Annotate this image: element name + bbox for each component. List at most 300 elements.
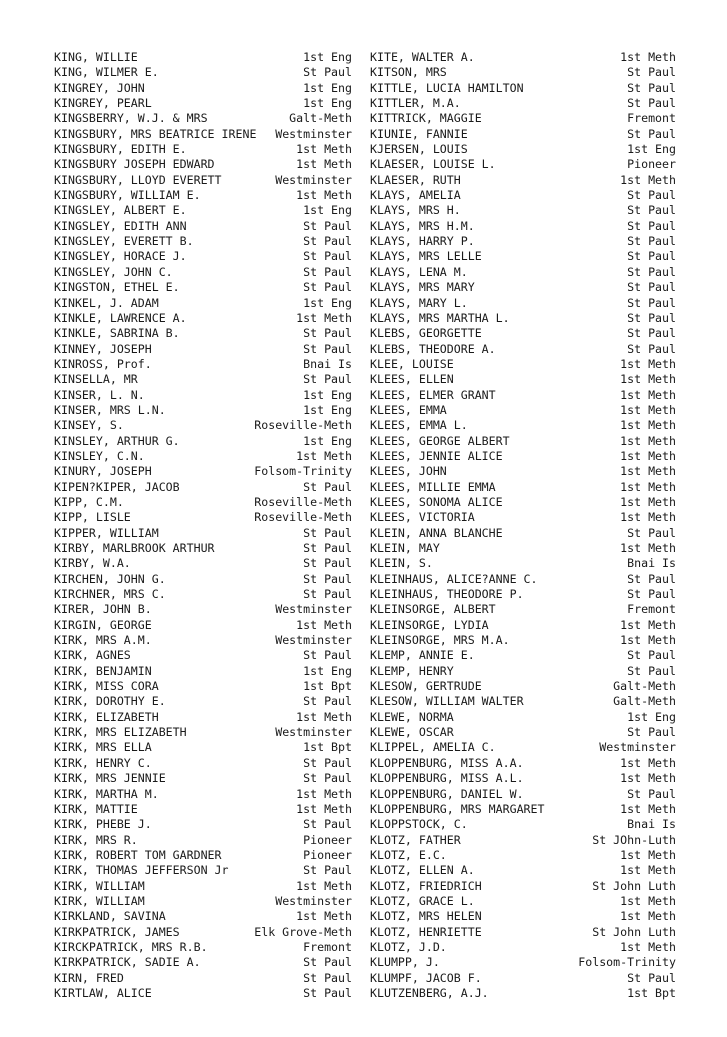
entry-church: Folsom-Trinity xyxy=(254,464,352,479)
directory-entry xyxy=(54,833,352,848)
entry-church: 1st Meth xyxy=(296,709,352,724)
directory-entry xyxy=(54,894,352,909)
directory-entry xyxy=(370,219,676,234)
entry-name: KIRKLAND, SAVINA xyxy=(54,909,166,924)
entry-name: KIPPER, WILLIAM xyxy=(54,525,159,540)
directory-entry xyxy=(54,694,352,709)
entry-church: St Paul xyxy=(303,556,352,571)
entry-name: KINKLE, LAWRENCE A. xyxy=(54,310,187,325)
entry-church: Westminster xyxy=(275,126,352,141)
entry-church: 1st Meth xyxy=(620,172,676,187)
entry-church: St Paul xyxy=(303,955,352,970)
directory-entry xyxy=(370,802,676,817)
directory-entry xyxy=(370,280,676,295)
entry-church: St Paul xyxy=(303,249,352,264)
entry-church: 1st Meth xyxy=(620,755,676,770)
directory-entry xyxy=(370,526,676,541)
directory-entry xyxy=(370,495,676,510)
directory-entry xyxy=(370,894,676,909)
entry-church: Elk Grove-Meth xyxy=(254,924,352,939)
directory-entry xyxy=(370,296,676,311)
entry-name: KLAESER, LOUISE L. xyxy=(370,157,496,172)
entry-name: KINSLEY, C.N. xyxy=(54,448,145,463)
directory-entry xyxy=(54,679,352,694)
entry-church: Roseville-Meth xyxy=(254,494,352,509)
entry-church: 1st Eng xyxy=(303,295,352,310)
entry-name: KINSER, L. N. xyxy=(54,387,145,402)
entry-name: KIRK, MISS CORA xyxy=(54,679,159,694)
entry-name: KLEBS, THEODORE A. xyxy=(370,341,496,356)
entry-church: St Paul xyxy=(627,310,676,325)
directory-entry xyxy=(54,434,352,449)
entry-name: KIRBY, W.A. xyxy=(54,556,131,571)
entry-church: St Paul xyxy=(303,326,352,341)
directory-entry xyxy=(54,296,352,311)
entry-church: St Paul xyxy=(303,280,352,295)
directory-entry xyxy=(370,618,676,633)
entry-church: Westminster xyxy=(599,740,676,755)
entry-church: St Paul xyxy=(627,218,676,233)
entry-church: 1st Meth xyxy=(620,633,676,648)
entry-church: 1st Meth xyxy=(296,142,352,157)
entry-name: KIPP, C.M. xyxy=(54,494,124,509)
entry-name: KIRK, DOROTHY E. xyxy=(54,694,166,709)
directory-entry xyxy=(54,50,352,65)
entry-church: 1st Meth xyxy=(620,387,676,402)
entry-church: Bnai Is xyxy=(627,817,676,832)
directory-entry xyxy=(370,771,676,786)
entry-name: KLEIN, S. xyxy=(370,556,433,571)
entry-name: KLEES, ELMER GRANT xyxy=(370,387,496,402)
directory-entry xyxy=(54,449,352,464)
entry-church: Fremont xyxy=(627,602,676,617)
directory-entry xyxy=(54,265,352,280)
entry-name: KINGSBURY JOSEPH EDWARD xyxy=(54,157,215,172)
directory-entry xyxy=(54,326,352,341)
entry-name: KIRK, THOMAS JEFFERSON Jr xyxy=(54,863,229,878)
directory-entry xyxy=(370,449,676,464)
entry-name: KLOTZ, MRS HELEN xyxy=(370,909,482,924)
directory-entry xyxy=(54,925,352,940)
entry-name: KLAYS, MARY L. xyxy=(370,295,468,310)
directory-entry xyxy=(370,173,676,188)
entry-name: KLOTZ, HENRIETTE xyxy=(370,924,482,939)
entry-church: 1st Meth xyxy=(620,541,676,555)
entry-name: KIRK, WILLIAM xyxy=(54,893,145,908)
entry-church: 1st Meth xyxy=(620,479,676,494)
directory-entry xyxy=(54,879,352,894)
directory-entry xyxy=(370,556,676,571)
directory-entry xyxy=(54,495,352,510)
entry-church: St Paul xyxy=(303,970,352,985)
directory-entry xyxy=(370,971,676,986)
entry-church: St Paul xyxy=(303,755,352,770)
entry-name: KIRBY, MARLBROOK ARTHUR xyxy=(54,541,215,555)
entry-church: St Paul xyxy=(627,264,676,279)
directory-entry xyxy=(370,111,676,126)
entry-church: Fremont xyxy=(627,111,676,126)
directory-entry xyxy=(370,710,676,725)
entry-name: KLESOW, GERTRUDE xyxy=(370,679,482,694)
entry-church: Westminster xyxy=(275,893,352,908)
entry-name: KIRK, MRS A.M. xyxy=(54,633,152,648)
entry-church: Galt-Meth xyxy=(613,694,676,709)
directory-entry xyxy=(370,480,676,495)
directory-entry xyxy=(54,771,352,786)
entry-name: KINGSLEY, HORACE J. xyxy=(54,249,187,264)
entry-name: KINGSLEY, ALBERT E. xyxy=(54,203,187,218)
entry-church: St Paul xyxy=(303,985,352,1000)
entry-church: St Paul xyxy=(627,126,676,141)
entry-name: KIPEN?KIPER, JACOB xyxy=(54,479,180,494)
directory-entry xyxy=(54,157,352,172)
directory-entry xyxy=(370,587,676,602)
directory-entry xyxy=(370,434,676,449)
entry-name: KLOPPENBURG, DANIEL W. xyxy=(370,786,524,801)
entry-name: KLEINHAUS, THEODORE P. xyxy=(370,587,524,602)
entry-church: St Paul xyxy=(303,648,352,663)
directory-entry xyxy=(370,464,676,479)
entry-church: 1st Eng xyxy=(303,663,352,678)
entry-church: 1st Eng xyxy=(627,709,676,724)
entry-name: KINGSLEY, EVERETT B. xyxy=(54,234,194,249)
entry-name: KLAYS, HARRY P. xyxy=(370,234,475,249)
entry-church: St Paul xyxy=(303,234,352,249)
entry-name: KLEIN, ANNA BLANCHE xyxy=(370,525,503,540)
entry-church: 1st Meth xyxy=(296,617,352,632)
directory-entry xyxy=(370,65,676,80)
entry-church: 1st Meth xyxy=(296,188,352,203)
entry-church: St Paul xyxy=(627,295,676,310)
directory-entry xyxy=(370,664,676,679)
entry-church: 1st Meth xyxy=(620,418,676,433)
directory-entry xyxy=(54,188,352,203)
entry-church: 1st Meth xyxy=(620,448,676,463)
entry-name: KIRCHEN, JOHN G. xyxy=(54,571,166,586)
directory-entry xyxy=(370,311,676,326)
entry-name: KINGSTON, ETHEL E. xyxy=(54,280,180,295)
directory-entry xyxy=(370,326,676,341)
entry-name: KIRK, AGNES xyxy=(54,648,131,663)
entry-church: 1st Meth xyxy=(620,771,676,786)
directory-entry xyxy=(54,848,352,863)
entry-name: KINGREY, JOHN xyxy=(54,80,145,95)
directory-entry xyxy=(54,403,352,418)
entry-name: KLEES, MILLIE EMMA xyxy=(370,479,496,494)
entry-church: 1st Meth xyxy=(620,893,676,908)
entry-name: KLEES, EMMA L. xyxy=(370,418,468,433)
entry-church: St Paul xyxy=(627,80,676,95)
entry-church: 1st Meth xyxy=(296,786,352,801)
entry-name: KLEWE, OSCAR xyxy=(370,725,454,740)
directory-entry xyxy=(370,572,676,587)
entry-church: Pioneer xyxy=(627,157,676,172)
entry-church: Pioneer xyxy=(303,847,352,862)
entry-name: KLOTZ, ELLEN A. xyxy=(370,863,475,878)
entry-church: St John Luth xyxy=(592,878,676,893)
directory-entry xyxy=(54,127,352,142)
entry-church: St Paul xyxy=(627,188,676,203)
entry-church: St Paul xyxy=(627,663,676,678)
directory-entry xyxy=(370,633,676,648)
directory-entry xyxy=(370,388,676,403)
directory-entry xyxy=(370,127,676,142)
directory-entry xyxy=(54,418,352,433)
directory-entry xyxy=(370,357,676,372)
directory-entry xyxy=(54,556,352,571)
directory-entry xyxy=(370,694,676,709)
entry-name: KLAYS, MRS H. xyxy=(370,203,461,218)
directory-entry xyxy=(370,955,676,970)
entry-name: KIRGIN, GEORGE xyxy=(54,617,152,632)
directory-entry xyxy=(54,648,352,663)
entry-name: KINGSBURY, EDITH E. xyxy=(54,142,187,157)
entry-church: 1st Eng xyxy=(303,402,352,417)
entry-church: 1st Eng xyxy=(627,142,676,157)
entry-name: KLEWE, NORMA xyxy=(370,709,454,724)
entry-church: 1st Meth xyxy=(296,310,352,325)
directory-entry xyxy=(54,526,352,541)
directory-entry xyxy=(370,909,676,924)
directory-entry xyxy=(54,633,352,648)
directory-entry xyxy=(370,142,676,157)
directory-entry xyxy=(370,863,676,878)
directory-entry xyxy=(370,510,676,525)
entry-church: St Paul xyxy=(627,725,676,740)
right-column xyxy=(370,50,676,1001)
directory-entry xyxy=(54,357,352,372)
directory-entry xyxy=(54,65,352,80)
entry-name: KINSER, MRS L.N. xyxy=(54,402,166,417)
directory-entry xyxy=(54,142,352,157)
directory-entry xyxy=(54,541,352,556)
directory-entry xyxy=(370,96,676,111)
directory-entry xyxy=(370,648,676,663)
entry-church: 1st Eng xyxy=(303,387,352,402)
entry-church: Roseville-Meth xyxy=(254,510,352,525)
entry-name: KITTLER, M.A. xyxy=(370,96,461,111)
directory-entry xyxy=(54,940,352,955)
directory-entry xyxy=(370,403,676,418)
directory-entry xyxy=(370,740,676,755)
entry-church: 1st Eng xyxy=(303,96,352,111)
entry-name: KLAESER, RUTH xyxy=(370,172,461,187)
entry-church: 1st Meth xyxy=(620,356,676,371)
directory-entry xyxy=(54,787,352,802)
directory-entry xyxy=(370,679,676,694)
entry-church: St Paul xyxy=(303,817,352,832)
directory-entry xyxy=(370,265,676,280)
entry-name: KLEES, SONOMA ALICE xyxy=(370,494,503,509)
entry-church: 1st Meth xyxy=(620,617,676,632)
entry-name: KLEMP, HENRY xyxy=(370,663,454,678)
directory-entry xyxy=(54,587,352,602)
entry-church: 1st Meth xyxy=(620,433,676,448)
entry-name: KLAYS, MRS H.M. xyxy=(370,218,475,233)
entry-name: KIRK, PHEBE J. xyxy=(54,817,152,832)
entry-church: 1st Meth xyxy=(620,464,676,479)
entry-church: 1st Meth xyxy=(620,402,676,417)
entry-church: St Paul xyxy=(627,648,676,663)
entry-name: KLEBS, GEORGETTE xyxy=(370,326,482,341)
entry-name: KINROSS, Prof. xyxy=(54,356,152,371)
entry-church: St Paul xyxy=(627,786,676,801)
entry-church: St Paul xyxy=(627,234,676,249)
entry-church: St Paul xyxy=(627,249,676,264)
directory-entry xyxy=(370,342,676,357)
entry-church: Westminster xyxy=(275,602,352,617)
entry-name: KIRK, MRS ELLA xyxy=(54,740,152,755)
directory-entry xyxy=(54,817,352,832)
entry-church: 1st Eng xyxy=(303,203,352,218)
entry-name: KLAYS, MRS MARTHA L. xyxy=(370,310,510,325)
entry-church: 1st Meth xyxy=(620,847,676,862)
entry-church: 1st Meth xyxy=(620,909,676,924)
entry-name: KLOTZ, GRACE L. xyxy=(370,893,475,908)
entry-church: St Paul xyxy=(627,571,676,586)
entry-name: KIRK, MATTIE xyxy=(54,801,138,816)
entry-name: KINGSLEY, EDITH ANN xyxy=(54,218,187,233)
entry-church: St Paul xyxy=(627,280,676,295)
entry-church: Bnai Is xyxy=(303,356,352,371)
entry-church: Fremont xyxy=(303,939,352,954)
directory-entry xyxy=(370,157,676,172)
directory-entry xyxy=(54,986,352,1001)
directory-entry xyxy=(370,81,676,96)
entry-name: KINSLEY, ARTHUR G. xyxy=(54,433,180,448)
directory-entry xyxy=(370,787,676,802)
directory-entry xyxy=(54,234,352,249)
directory-entry xyxy=(54,480,352,495)
entry-name: KLEINSORGE, ALBERT xyxy=(370,602,496,617)
entry-name: KLEINSORGE, LYDIA xyxy=(370,617,489,632)
directory-entry xyxy=(54,802,352,817)
entry-name: KINNEY, JOSEPH xyxy=(54,341,152,356)
entry-name: KLAYS, LENA M. xyxy=(370,264,468,279)
directory-entry xyxy=(54,510,352,525)
directory-entry xyxy=(54,863,352,878)
entry-church: 1st Bpt xyxy=(303,679,352,694)
entry-name: KLEINSORGE, MRS M.A. xyxy=(370,633,510,648)
directory-entry xyxy=(370,940,676,955)
entry-church: 1st Meth xyxy=(620,372,676,387)
entry-name: KLOPPENBURG, MISS A.A. xyxy=(370,755,524,770)
directory-entry xyxy=(370,418,676,433)
entry-church: St Paul xyxy=(303,65,352,80)
entry-church: 1st Meth xyxy=(620,801,676,816)
entry-name: KINGSBURY, LLOYD EVERETT xyxy=(54,172,222,187)
entry-church: St Paul xyxy=(303,525,352,540)
directory-entry xyxy=(370,372,676,387)
entry-name: KINGSLEY, JOHN C. xyxy=(54,264,173,279)
entry-name: KINSEY, S. xyxy=(54,418,124,433)
entry-church: 1st Meth xyxy=(620,863,676,878)
entry-name: KLAYS, MRS LELLE xyxy=(370,249,482,264)
entry-church: St Paul xyxy=(627,587,676,602)
entry-church: St Paul xyxy=(627,203,676,218)
entry-church: Pioneer xyxy=(303,832,352,847)
left-column xyxy=(54,50,352,1001)
entry-name: KLESOW, WILLIAM WALTER xyxy=(370,694,524,709)
entry-name: KLEMP, ANNIE E. xyxy=(370,648,475,663)
entry-church: St Paul xyxy=(627,96,676,111)
entry-name: KLOTZ, FATHER xyxy=(370,832,461,847)
entry-name: KLEINHAUS, ALICE?ANNE C. xyxy=(370,571,538,586)
entry-church: St Paul xyxy=(303,571,352,586)
directory-entry xyxy=(54,464,352,479)
entry-church: 1st Meth xyxy=(296,878,352,893)
directory-entry xyxy=(54,173,352,188)
entry-name: KIRKPATRICK, JAMES xyxy=(54,924,180,939)
entry-name: KLEES, GEORGE ALBERT xyxy=(370,433,510,448)
entry-name: KIRK, MRS ELIZABETH xyxy=(54,725,187,740)
entry-name: KINKEL, J. ADAM xyxy=(54,295,159,310)
directory-entry xyxy=(370,925,676,940)
directory-entry xyxy=(54,664,352,679)
entry-name: KING, WILMER E. xyxy=(54,65,159,80)
directory-entry xyxy=(54,111,352,126)
directory-entry xyxy=(370,756,676,771)
entry-name: KITTRICK, MAGGIE xyxy=(370,111,482,126)
entry-name: KINKLE, SABRINA B. xyxy=(54,326,180,341)
entry-church: Galt-Meth xyxy=(289,111,352,126)
directory-entry xyxy=(54,388,352,403)
entry-name: KING, WILLIE xyxy=(54,50,138,64)
directory-entry xyxy=(54,710,352,725)
directory-entry xyxy=(54,725,352,740)
entry-church: Galt-Meth xyxy=(613,679,676,694)
directory-entry xyxy=(370,848,676,863)
directory-entry xyxy=(370,203,676,218)
entry-church: St John Luth xyxy=(592,924,676,939)
entry-church: St Paul xyxy=(303,218,352,233)
entry-church: Westminster xyxy=(275,633,352,648)
entry-church: 1st Eng xyxy=(303,433,352,448)
directory-entry xyxy=(370,602,676,617)
entry-name: KINGSBURY, MRS BEATRICE IRENE xyxy=(54,126,257,141)
entry-church: St Paul xyxy=(303,863,352,878)
entry-name: KLEE, LOUISE xyxy=(370,356,454,371)
entry-church: 1st Meth xyxy=(620,50,676,64)
entry-name: KITE, WALTER A. xyxy=(370,50,475,64)
entry-church: St Paul xyxy=(303,479,352,494)
entry-name: KIRK, MARTHA M. xyxy=(54,786,159,801)
entry-name: KLEIN, MAY xyxy=(370,541,440,555)
entry-name: KINSELLA, MR xyxy=(54,372,138,387)
directory-entry xyxy=(54,602,352,617)
directory-entry xyxy=(54,372,352,387)
directory-entry xyxy=(370,188,676,203)
entry-church: 1st Meth xyxy=(296,157,352,172)
entry-church: St Paul xyxy=(303,587,352,602)
entry-church: Bnai Is xyxy=(627,556,676,571)
entry-name: KIRK, MRS R. xyxy=(54,832,138,847)
entry-church: Folsom-Trinity xyxy=(578,955,676,970)
directory-entry xyxy=(54,909,352,924)
directory-entry xyxy=(54,96,352,111)
entry-name: KIRK, WILLIAM xyxy=(54,878,145,893)
directory-entry xyxy=(54,756,352,771)
entry-name: KLEES, JENNIE ALICE xyxy=(370,448,503,463)
entry-name: KIRK, MRS JENNIE xyxy=(54,771,166,786)
entry-name: KIRCHNER, MRS C. xyxy=(54,587,166,602)
entry-name: KLUTZENBERG, A.J. xyxy=(370,985,489,1000)
entry-church: 1st Eng xyxy=(303,80,352,95)
directory-entry xyxy=(370,986,676,1001)
entry-name: KLOPPENBURG, MISS A.L. xyxy=(370,771,524,786)
entry-name: KLIPPEL, AMELIA C. xyxy=(370,740,496,755)
entry-church: Roseville-Meth xyxy=(254,418,352,433)
